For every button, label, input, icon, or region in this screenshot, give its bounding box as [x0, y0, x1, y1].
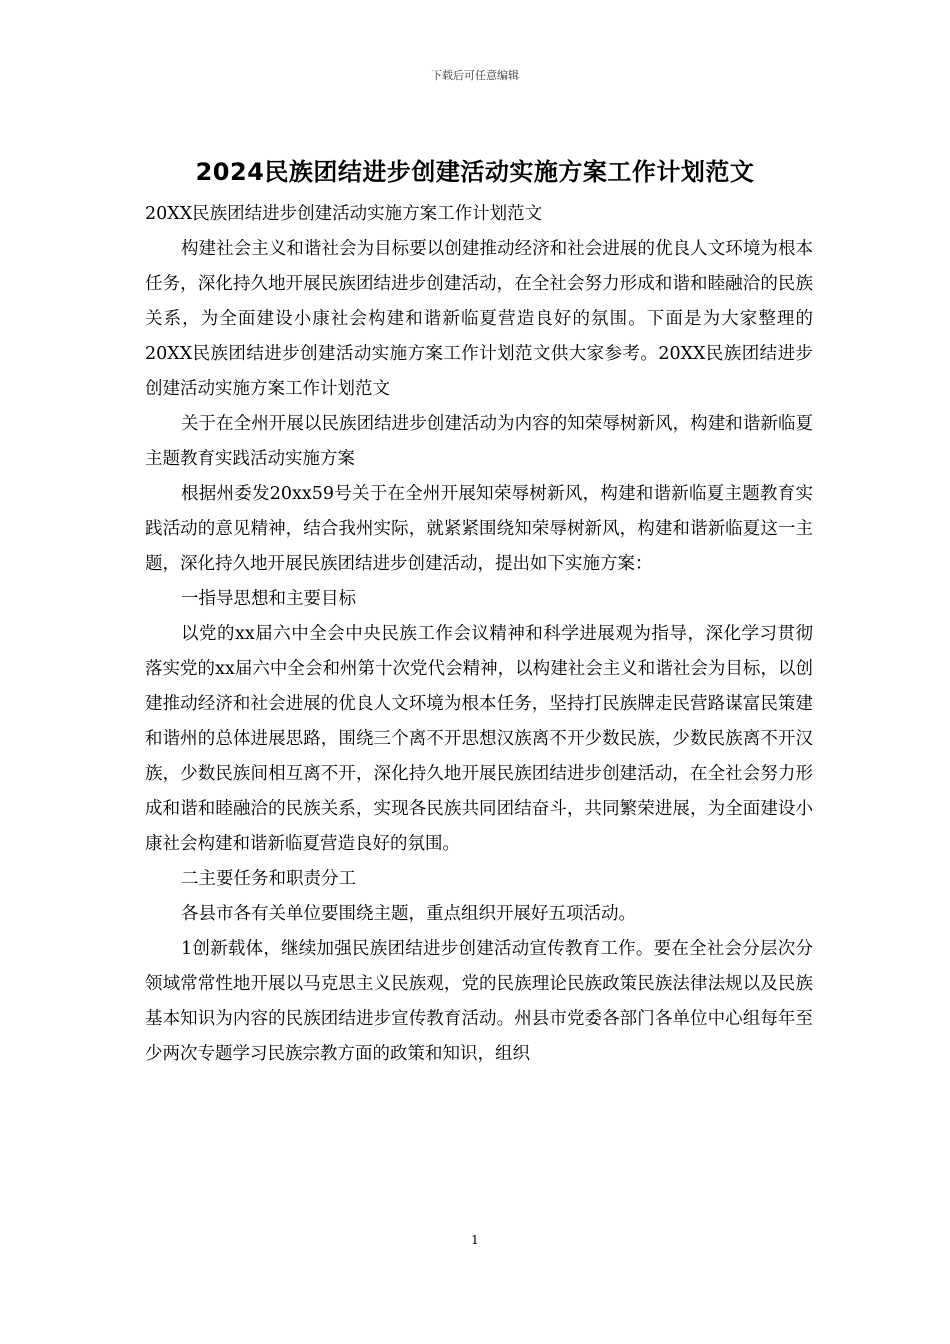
document-title: 2024民族团结进步创建活动实施方案工作计划范文: [195, 158, 755, 186]
subtitle-paragraph: 20XX民族团结进步创建活动实施方案工作计划范文: [145, 204, 543, 224]
basis-paragraph: 根据州委发20xx59号关于在全州开展知荣辱树新风，构建和谐新临夏主题教育实践活动的意见精神，结合我州实际，就紧紧围绕知荣辱树新风，构建和谐新临夏这一主题，深化持久地开展民族团结进步创建活动，提出如下实施方案：: [145, 484, 813, 574]
task-1-paragraph: 1创新载体，继续加强民族团结进步创建活动宣传教育工作。要在全社会分层次分领域常常性地开展以马克思主义民族观，党的民族理论民族政策民族法律法规以及民族基本知识为内容的民族团结进步宣传教育活动。州县市党委各部门各单位中心组每年至少两次专题学习民族宗教方面的政策和知识，组织: [145, 939, 813, 1064]
intro-paragraph: 构建社会主义和谐社会为目标要以创建推动经济和社会进展的优良人文环境为根本任务，深化持久地开展民族团结进步创建活动，在全社会努力形成和谐和睦融洽的民族关系，为全面建设小康社会构建和谐新临夏营造良好的氛围。下面是为大家整理的20XX民族团结进步创建活动实施方案工作计划范文供大家参考。20XX民族团结进步创建活动实施方案工作计划范文: [145, 239, 813, 399]
section-heading-1: 一指导思想和主要目标: [181, 589, 356, 609]
section-heading-2: 二主要任务和职责分工: [181, 869, 356, 889]
plan-title-paragraph: 关于在全州开展以民族团结进步创建活动为内容的知荣辱树新风，构建和谐新临夏主题教育实践活动实施方案: [145, 414, 813, 469]
document-body: [145, 197, 813, 1072]
page-header-note: 下载后可任意编辑: [431, 69, 519, 82]
page-number: 1: [471, 1233, 479, 1247]
tasks-intro-paragraph: 各县市各有关单位要围绕主题，重点组织开展好五项活动。: [181, 904, 636, 924]
guiding-thought-paragraph: 以党的xx届六中全会中央民族工作会议精神和科学进展观为指导，深化学习贯彻落实党的xx届六中全会和州第十次党代会精神，以构建社会主义和谐社会为目标，以创建推动经济和社会进展的优良人文环境为根本任务，坚持打民族牌走民营路谋富民策建和谐州的总体进展思路，围绕三个离不开思想汉族离不开少数民族，少数民族离不开汉族，少数民族间相互离不开，深化持久地开展民族团结进步创建活动，在全社会努力形成和谐和睦融洽的民族关系，实现各民族共同团结奋斗，共同繁荣进展，为全面建设小康社会构建和谐新临夏营造良好的氛围。: [145, 624, 813, 854]
